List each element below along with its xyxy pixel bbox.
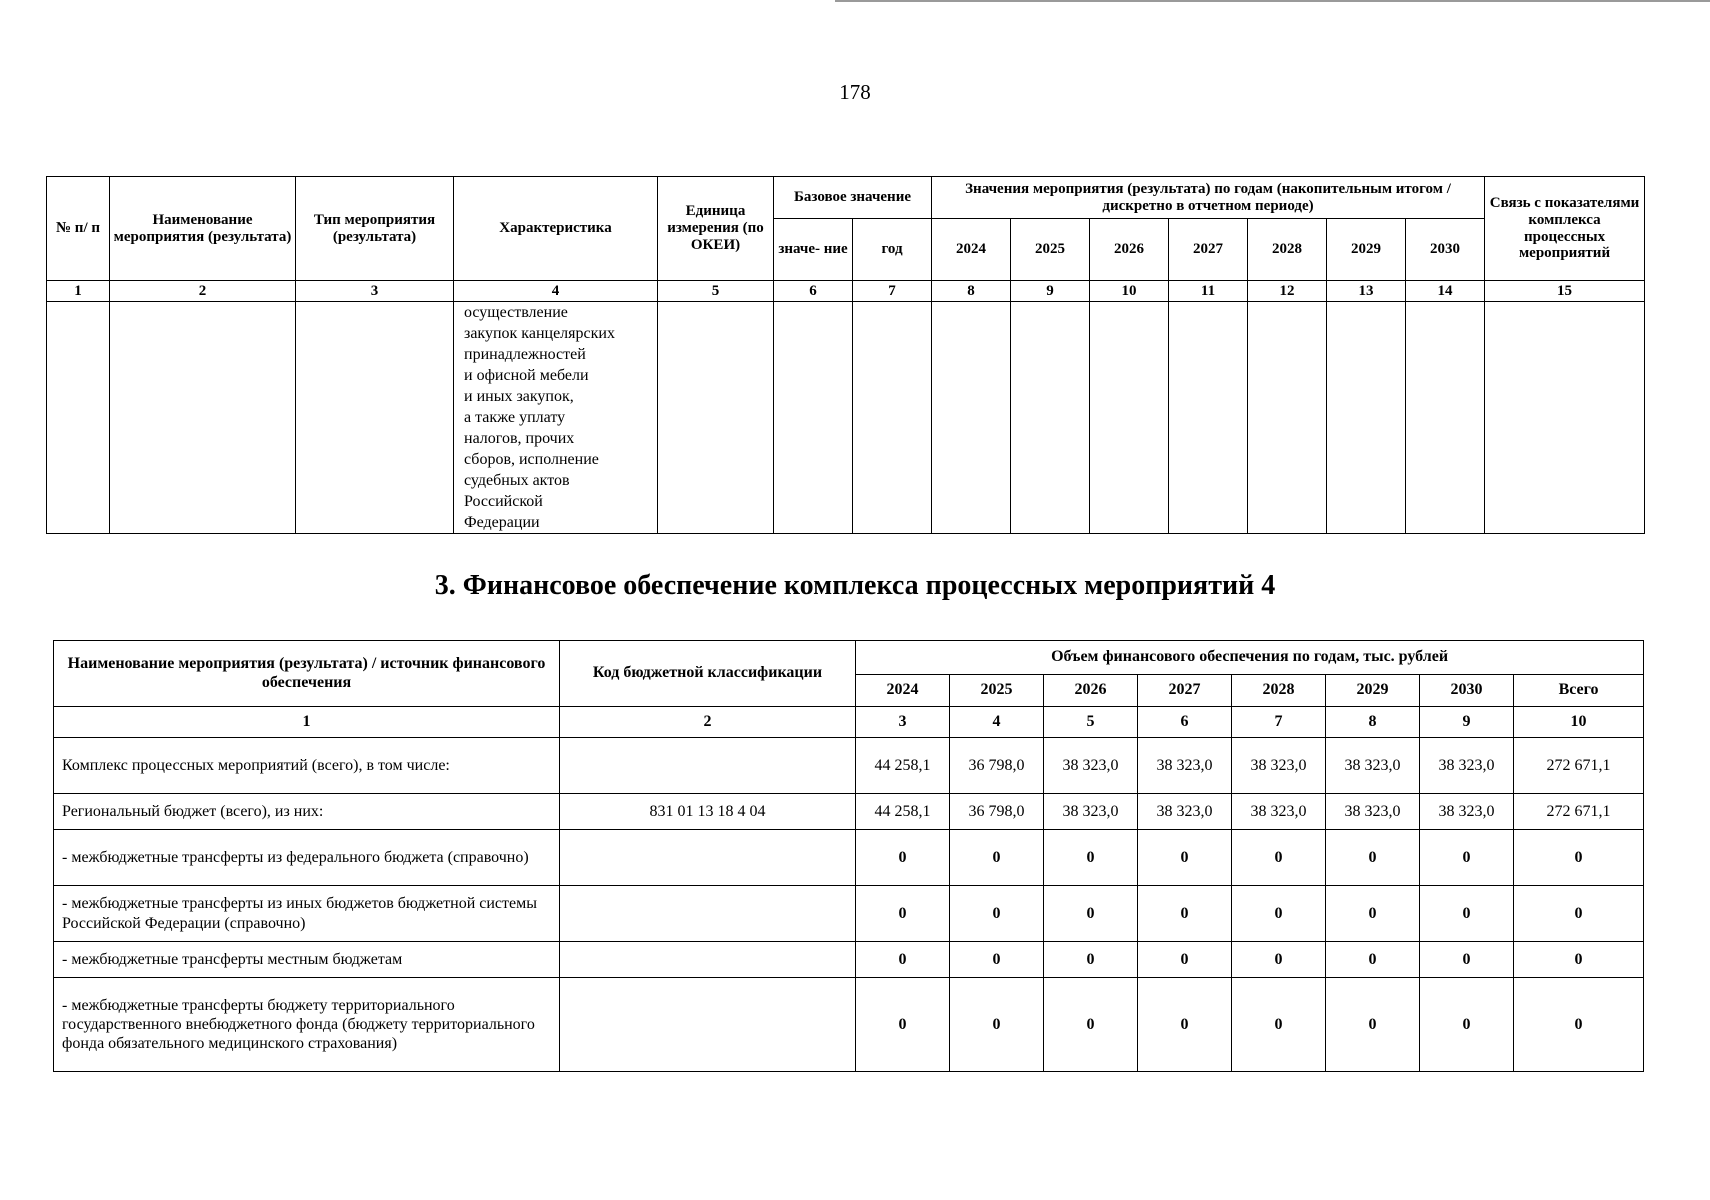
row-value: 0 xyxy=(1420,942,1514,978)
column-number: 11 xyxy=(1169,281,1248,302)
row-value: 38 323,0 xyxy=(1232,738,1326,794)
row-value: 0 xyxy=(1138,942,1232,978)
header-year: 2026 xyxy=(1044,675,1138,707)
column-number: 9 xyxy=(1011,281,1090,302)
row-value: 38 323,0 xyxy=(1044,794,1138,830)
column-number: 5 xyxy=(1044,707,1138,738)
column-number: 14 xyxy=(1406,281,1485,302)
row-value: 0 xyxy=(1326,830,1420,886)
row-value: 38 323,0 xyxy=(1420,738,1514,794)
header-name: Наименование мероприятия (результата) / источник финансового обеспечения xyxy=(54,641,560,707)
row-value: 0 xyxy=(1044,830,1138,886)
financing-table xyxy=(53,640,1644,1072)
header-year: 2027 xyxy=(1169,219,1248,281)
header-code: Код бюджетной классификации xyxy=(560,641,856,707)
header-year: 2030 xyxy=(1420,675,1514,707)
cell-year-value xyxy=(1011,302,1090,534)
row-value: 0 xyxy=(1138,830,1232,886)
row-code xyxy=(560,978,856,1072)
cell-characteristic xyxy=(454,302,658,534)
column-number: 12 xyxy=(1248,281,1327,302)
column-numbers-row xyxy=(47,281,1645,302)
cell-year-value xyxy=(1090,302,1169,534)
row-value: 44 258,1 xyxy=(856,738,950,794)
row-value: 0 xyxy=(1232,942,1326,978)
row-value: 38 323,0 xyxy=(1138,738,1232,794)
cell-unit xyxy=(658,302,774,534)
header-year: 2029 xyxy=(1326,675,1420,707)
row-value: 0 xyxy=(950,830,1044,886)
characteristic-line: и офисной мебели xyxy=(464,367,589,384)
header-type: Тип мероприятия (результата) xyxy=(296,177,454,281)
page-number: 178 xyxy=(839,80,871,104)
cell-name xyxy=(110,302,296,534)
header-total: Всего xyxy=(1514,675,1644,707)
row-value: 0 xyxy=(1326,978,1420,1072)
table-row xyxy=(54,830,1644,886)
table-row xyxy=(47,302,1645,534)
row-code xyxy=(560,886,856,942)
section-title: 3. Финансовое обеспечение комплекса процессных мероприятий 4 xyxy=(434,570,1276,601)
header-base: Базовое значение xyxy=(774,177,932,219)
header-year: 2030 xyxy=(1406,219,1485,281)
row-total: 0 xyxy=(1514,978,1644,1072)
row-total: 0 xyxy=(1514,830,1644,886)
header-year: 2027 xyxy=(1138,675,1232,707)
column-numbers-row xyxy=(54,707,1644,738)
header-name: Наименование мероприятия (результата) xyxy=(110,177,296,281)
row-label: - межбюджетные трансферты местным бюджетам xyxy=(54,942,560,978)
row-total: 272 671,1 xyxy=(1514,738,1644,794)
row-value: 0 xyxy=(1232,886,1326,942)
column-number: 10 xyxy=(1514,707,1644,738)
row-value: 38 323,0 xyxy=(1420,794,1514,830)
header-unit: Единица измерения (по ОКЕИ) xyxy=(658,177,774,281)
column-number: 2 xyxy=(110,281,296,302)
header-base-value: значе- ние xyxy=(774,219,853,281)
row-code xyxy=(560,830,856,886)
column-number: 6 xyxy=(774,281,853,302)
row-label: - межбюджетные трансферты из федерального бюджета (справочно) xyxy=(54,830,560,886)
header-link: Связь с показателями комплекса процессных мероприятий xyxy=(1485,177,1645,281)
table-row xyxy=(54,738,1644,794)
row-value: 38 323,0 xyxy=(1138,794,1232,830)
row-value: 0 xyxy=(950,886,1044,942)
row-code xyxy=(560,738,856,794)
row-total: 0 xyxy=(1514,942,1644,978)
column-number: 13 xyxy=(1327,281,1406,302)
row-label: - межбюджетные трансферты бюджету территориального государственного внебюджетного фонда (бюджету территориального фонда обязательного медицинского страхования) xyxy=(54,978,560,1072)
characteristic-line: сборов, исполнение xyxy=(464,451,599,468)
row-value: 0 xyxy=(856,886,950,942)
column-number: 5 xyxy=(658,281,774,302)
header-year: 2024 xyxy=(856,675,950,707)
column-number: 10 xyxy=(1090,281,1169,302)
column-number: 3 xyxy=(856,707,950,738)
row-label: Комплекс процессных мероприятий (всего), в том числе: xyxy=(54,738,560,794)
row-value: 44 258,1 xyxy=(856,794,950,830)
row-total: 272 671,1 xyxy=(1514,794,1644,830)
column-number: 6 xyxy=(1138,707,1232,738)
header-year: 2026 xyxy=(1090,219,1169,281)
column-number: 7 xyxy=(853,281,932,302)
header-year: 2028 xyxy=(1232,675,1326,707)
row-value: 38 323,0 xyxy=(1326,794,1420,830)
row-code: 831 01 13 18 4 04 xyxy=(560,794,856,830)
table-row xyxy=(54,794,1644,830)
row-value: 0 xyxy=(1138,978,1232,1072)
cell-year-value xyxy=(1248,302,1327,534)
characteristic-line: закупок канцелярских xyxy=(464,325,615,342)
row-value: 0 xyxy=(856,978,950,1072)
column-number: 1 xyxy=(47,281,110,302)
cell-year-value xyxy=(1169,302,1248,534)
row-value: 0 xyxy=(1044,942,1138,978)
row-value: 0 xyxy=(856,830,950,886)
header-year: 2025 xyxy=(950,675,1044,707)
cell-base-year xyxy=(853,302,932,534)
header-years-group: Значения мероприятия (результата) по годам (накопительным итогом / дискретно в отчетном периоде) xyxy=(932,177,1485,219)
characteristic-line: а также уплату xyxy=(464,409,566,426)
row-value: 36 798,0 xyxy=(950,794,1044,830)
characteristic-line: Федерации xyxy=(464,514,540,531)
results-table xyxy=(46,176,1645,534)
column-number: 9 xyxy=(1420,707,1514,738)
row-value: 0 xyxy=(1044,886,1138,942)
cell-year-value xyxy=(1327,302,1406,534)
row-value: 0 xyxy=(1232,978,1326,1072)
header-num: № п/ п xyxy=(47,177,110,281)
characteristic-line: и иных закупок, xyxy=(464,388,574,405)
table-row xyxy=(54,942,1644,978)
row-value: 38 323,0 xyxy=(1326,738,1420,794)
characteristic-line: Российской xyxy=(464,493,543,510)
row-label: - межбюджетные трансферты из иных бюджетов бюджетной системы Российской Федерации (справочно) xyxy=(54,886,560,942)
row-value: 0 xyxy=(1044,978,1138,1072)
row-value: 0 xyxy=(1326,886,1420,942)
header-year: 2029 xyxy=(1327,219,1406,281)
cell-base-value xyxy=(774,302,853,534)
row-value: 36 798,0 xyxy=(950,738,1044,794)
column-number: 8 xyxy=(1326,707,1420,738)
cell-year-value xyxy=(1406,302,1485,534)
row-value: 0 xyxy=(1232,830,1326,886)
row-value: 0 xyxy=(1420,830,1514,886)
table-row xyxy=(54,978,1644,1072)
header-characteristic: Характеристика xyxy=(454,177,658,281)
row-value: 0 xyxy=(1326,942,1420,978)
column-number: 4 xyxy=(950,707,1044,738)
row-code xyxy=(560,942,856,978)
cell-num xyxy=(47,302,110,534)
header-base-year: год xyxy=(853,219,932,281)
row-total: 0 xyxy=(1514,886,1644,942)
column-number: 4 xyxy=(454,281,658,302)
header-year: 2025 xyxy=(1011,219,1090,281)
column-number: 7 xyxy=(1232,707,1326,738)
cell-year-value xyxy=(932,302,1011,534)
header-volume: Объем финансового обеспечения по годам, тыс. рублей xyxy=(856,641,1644,675)
scan-top-rule xyxy=(835,0,1710,2)
row-value: 0 xyxy=(856,942,950,978)
header-year: 2024 xyxy=(932,219,1011,281)
header-year: 2028 xyxy=(1248,219,1327,281)
column-number: 15 xyxy=(1485,281,1645,302)
row-value: 0 xyxy=(1420,886,1514,942)
table-row xyxy=(54,886,1644,942)
column-number: 8 xyxy=(932,281,1011,302)
characteristic-line: принадлежностей xyxy=(464,346,586,363)
row-value: 0 xyxy=(1420,978,1514,1072)
characteristic-line: налогов, прочих xyxy=(464,430,575,447)
column-number: 2 xyxy=(560,707,856,738)
cell-type xyxy=(296,302,454,534)
characteristic-line: осуществление xyxy=(464,304,568,321)
characteristic-line: судебных актов xyxy=(464,472,570,489)
row-value: 0 xyxy=(950,942,1044,978)
row-value: 0 xyxy=(950,978,1044,1072)
column-number: 1 xyxy=(54,707,560,738)
row-label: Региональный бюджет (всего), из них: xyxy=(54,794,560,830)
row-value: 38 323,0 xyxy=(1044,738,1138,794)
cell-link xyxy=(1485,302,1645,534)
row-value: 0 xyxy=(1138,886,1232,942)
row-value: 38 323,0 xyxy=(1232,794,1326,830)
column-number: 3 xyxy=(296,281,454,302)
